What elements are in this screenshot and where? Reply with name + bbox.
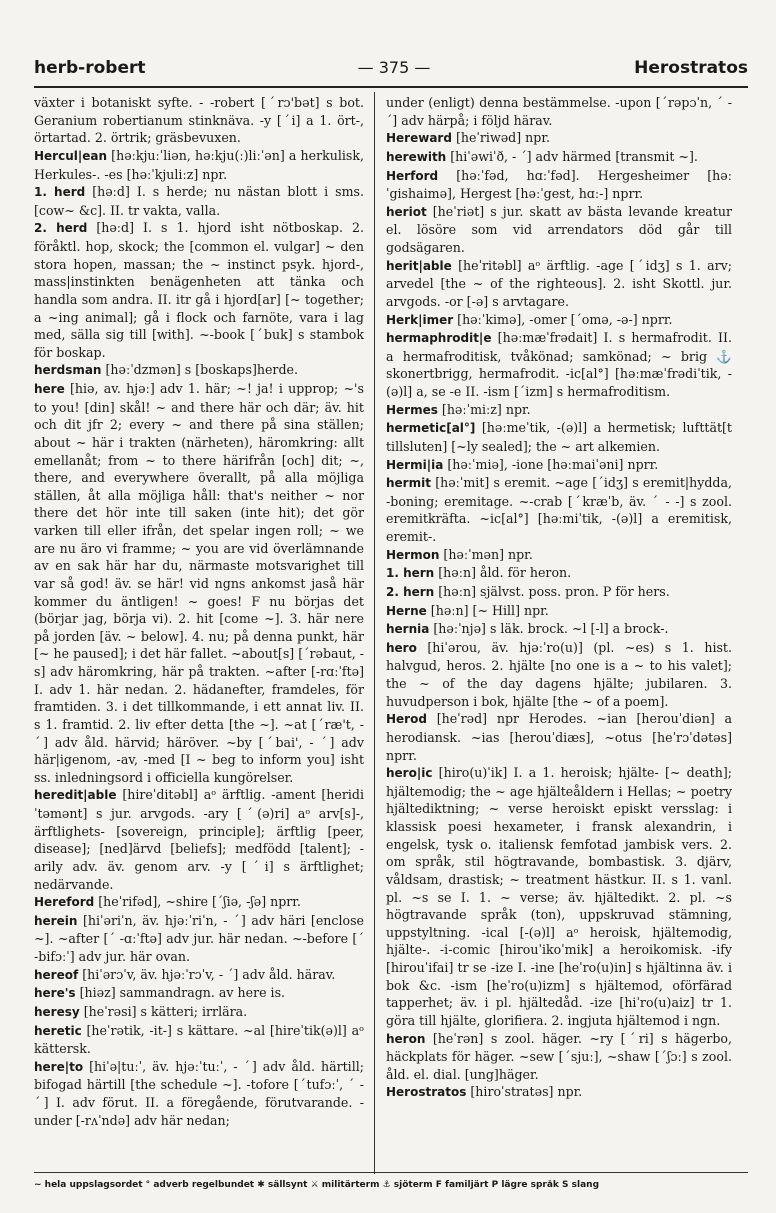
headword: hero bbox=[386, 640, 417, 655]
entry-definition: [hiəz] sammandragn. av here is. bbox=[79, 985, 286, 1001]
entry-definition: [hiro(u)ˈik] I. a 1. heroisk; hjälte- [~ death]; hjältemodig; the ~ age hjälteåldern i Hellas; ~ poetry hjältediktning; ~ verse heroiskt episkt versslag: i klassisk poesi hexameter, i fransk alexandrin, i engelsk, tysk o. italiensk femfotad jambisk vers. 2. om språk, stil högtravande, bombastisk. 3. djärv, våldsam, drastisk; ~ treatment hästkur. II. s 1. vanl. pl. ~s se I. 1. ~ verse; äv. hjältedikt. 2. pl. ~s högtravande språk (ton), uppskruvad stämning, uppstyltning. -ical [-(ə)l] aᵒ heroisk, hjältemodig, hjälte-. -i-comic [hirouˈikoˈmik] a heroikomisk. -ify [hirouˈifai] tr se -ize I. -ine [heˈro(u)in] s hjältinna äv. i bok &c. -ism [heˈro(u)izm] s hjältemod, oförfärad tapperhet; äv. i pl. hjältedåd. -ize [hiˈro(u)aiz] tr 1. göra till hjälte, glorifiera. 2. ingjuta hjältemod i ngn. bbox=[386, 765, 732, 1028]
entry-definition: [həːd] I. s 1. hjord isht nötboskap. 2. föråktl. hop, skock; the [common el. vulgar] ~ den stora hopen, massan; the ~ instinct psyk. hjord-, mass|instinkten benägenheten att tänka och handla som andra. II. itr gå i hjord[ar] [~ together; a ~ing animal]; gå i flock och farnöte, vara i lag med, sälla sig till [with]. ~-book [ˊbuk] s stambok för boskap. bbox=[34, 220, 364, 360]
headword: here bbox=[34, 382, 65, 396]
page-header bbox=[34, 58, 748, 84]
headword: Herford bbox=[386, 168, 439, 183]
headword: Hermes bbox=[386, 402, 438, 417]
dictionary-entry bbox=[386, 1030, 732, 1084]
headword: Herk|imer bbox=[386, 312, 454, 327]
entry-definition: [hiˈərɔˈv, äv. hjəːˈrɔˈv, - ˊ] adv åld. härav. bbox=[82, 966, 336, 982]
dictionary-entry bbox=[386, 583, 732, 602]
entry-definition: [həːˈmiːz] npr. bbox=[441, 401, 531, 417]
dictionary-entry bbox=[34, 1058, 364, 1130]
headword: heriot bbox=[386, 204, 427, 219]
headword: Hercul|ean bbox=[34, 148, 108, 163]
entry-definition: [hiˈə|tuːˈ, äv. hjəːˈtuːˈ, - ˊ] adv åld. härtill; bifogad härtill [the schedule ~]. -tofore [ˊtufɔːˈ, ˊ - ˊ] I. adv förut. II. a föregående, förutvarande. -under [-rʌˈndə] adv här nedan; bbox=[34, 1058, 364, 1128]
entry-definition: [heˈriət] s jur. skatt av bästa levande kreatur el. lösöre som vid arrendators död går till godsägaren. bbox=[386, 203, 732, 255]
entry-definition: [heˈrəsi] s kätteri; irrlära. bbox=[83, 1003, 248, 1019]
headword: heretic bbox=[34, 1023, 82, 1038]
dictionary-entry bbox=[386, 203, 732, 257]
dictionary-entry bbox=[34, 94, 364, 147]
headword: hermaphrodit|e bbox=[386, 331, 492, 346]
dictionary-entry bbox=[386, 94, 732, 129]
entry-definition: [hiˈərou, äv. hjəːˈro(u)] (pl. ~es) s 1. hist. halvgud, heros. 2. hjälte [no one is a ~ to his valet]; the ~ of the day dagens hjälte; jubilaren. 3. huvudperson i bok, hjälte [the ~ of a poem]. bbox=[386, 639, 732, 709]
page-number: — 375 — bbox=[357, 58, 431, 77]
headword: Herne bbox=[386, 603, 427, 618]
entry-definition: [hireˈditəbl] aᵒ ärftlig. -ament [heridiˈtəmənt] s jur. arvgods. -ary [ˊ(ə)ri] aᵒ arv[s]-, ärftlighets- [sovereign, principle]; ärftlig [peer, disease]; [ned]ärvd [beliefs]; medfödd [talent]; -arily adv. äv. genom arv. -y [ˊi] s ärftlighet; nedärvande. bbox=[34, 787, 364, 892]
dictionary-entry bbox=[34, 183, 364, 219]
entry-definition: [həːmæˈfrədait] I. s hermafrodit. II. a hermafroditisk, tvåkönad; samkönad; ~ brig ⚓ skonertbrigg, hermafrodit. -ic[al°] [həːmæˈfrədiˈtik, -(ə)l] a, se -e II. -ism [ˊizm] s hermafroditism. bbox=[386, 330, 732, 399]
headword: herein bbox=[34, 913, 78, 928]
entry-definition: [həːˈdzmən] s [boskaps]herde. bbox=[105, 362, 298, 378]
dictionary-entry bbox=[386, 620, 732, 639]
entry-definition: [həːˈkimə], -omer [ˊomə, -ə-] nprr. bbox=[457, 311, 673, 327]
column-divider bbox=[374, 92, 375, 1174]
entry-definition: [heˈrəd] npr Herodes. ~ian [herouˈdiən] a herodiansk. ~ias [herouˈdiæs], ~otus [heˈrɔˈdətəs] nprr. bbox=[386, 711, 732, 763]
dictionary-entry bbox=[386, 474, 732, 546]
header-first-word: herb-robert bbox=[34, 58, 146, 78]
dictionary-entry bbox=[386, 329, 732, 401]
dictionary-entry bbox=[386, 311, 732, 330]
entry-definition: [həːkjuːˈliən, həːkju(ː)liːˈən] a herkulisk, Herkules-. -es [həːˈkjuliːz] npr. bbox=[34, 147, 364, 182]
headword: heron bbox=[386, 1031, 426, 1046]
headword: Hermi|ia bbox=[386, 457, 444, 472]
dictionary-entry bbox=[386, 602, 732, 621]
headword: 1. herd bbox=[34, 185, 86, 200]
entry-definition: [həːn] [~ Hill] npr. bbox=[430, 602, 549, 618]
abbreviation-legend: ~ hela uppslagsordet ° adverb regelbundet ✱ sällsynt ⚔ militärterm ⚓ sjöterm F familjärt P lägre språk S slang bbox=[34, 1180, 600, 1190]
headword: Herostratos bbox=[386, 1085, 467, 1100]
header-last-word: Herostratos bbox=[634, 58, 748, 78]
dictionary-entry bbox=[386, 564, 732, 583]
entry-definition: [həːn] åld. för heron. bbox=[438, 565, 572, 581]
headword: herdsman bbox=[34, 363, 102, 378]
dictionary-entry bbox=[34, 984, 364, 1003]
entry-definition: [həːmeˈtik, -(ə)l] a hermetisk; lufttät[t tillsluten] [~ly sealed]; the ~ art alkemien. bbox=[386, 420, 732, 454]
entry-definition: [həːˈfəd, hɑːˈfəd]. Hergesheimer [həːˈgishaimə], Hergest [həːˈgest, hɑː-] nprr. bbox=[386, 167, 732, 202]
entry-definition: [həːˈmən] npr. bbox=[443, 546, 533, 562]
dictionary-entry bbox=[34, 893, 364, 912]
entry-definition: [hiˈəwiˈð, - ˊ] adv härmed [transmit ~]. bbox=[450, 148, 698, 164]
entry-definition: [heˈriwəd] npr. bbox=[455, 130, 550, 146]
dictionary-entry bbox=[34, 147, 364, 183]
dictionary-entry bbox=[386, 546, 732, 565]
entry-definition: växter i botaniskt syfte. - -robert [ˊrɔ'bət] s bot. Geranium robertianum stinknäva. -y [ˊi] a 1. ört-, örtartad. 2. örtrik; gräsbevuxen. bbox=[34, 95, 364, 146]
entry-definition: [heˈritəbl] aᵒ ärftlig. -age [ˊidʒ] s 1. arv; arvedel [the ~ of the righteous]. 2. isht Skottl. jur. arvgods. -or [-ə] s arvtagare. bbox=[386, 257, 732, 309]
headword: heredit|able bbox=[34, 788, 117, 803]
dictionary-entry bbox=[386, 419, 732, 455]
entry-definition: [həːn] självst. poss. pron. P för hers. bbox=[438, 583, 670, 599]
entry-definition: [heˈrən] s zool. häger. ~ry [ˊri] s hägerbo, häckplats för häger. ~sew [ˊsjuː], ~shaw [ˊʃɔː] s zool. åld. el. dial. [ung]häger. bbox=[386, 1030, 732, 1082]
headword: 2. hern bbox=[386, 584, 435, 599]
dictionary-entry bbox=[386, 710, 732, 764]
dictionary-entry bbox=[34, 1022, 364, 1058]
headword: Hereward bbox=[386, 131, 452, 146]
headword: Herod bbox=[386, 712, 427, 727]
headword: hermetic[al°] bbox=[386, 421, 476, 436]
left-column bbox=[34, 94, 364, 1166]
entry-definition: [həːˈmit] s eremit. ~age [ˊidʒ] s eremit|hydda, -boning; eremitage. ~-crab [ˊkræˈb, äv. ˊ - -] s zool. eremitkräfta. ~ic[al°] [həːmiˈtik, -(ə)l] a eremitisk, eremit-. bbox=[386, 475, 732, 544]
dictionary-entry bbox=[386, 167, 732, 203]
right-column bbox=[386, 94, 732, 1166]
headword: hereof bbox=[34, 967, 79, 982]
dictionary-entry bbox=[34, 1003, 364, 1022]
dictionary-entry bbox=[386, 257, 732, 311]
footer-rule bbox=[34, 1172, 748, 1173]
dictionary-entry bbox=[34, 912, 364, 966]
headword: hero|ic bbox=[386, 766, 433, 781]
dictionary-entry bbox=[34, 380, 364, 786]
entry-definition: [həːˈmiə], -ione [həːmaiˈəni] nprr. bbox=[447, 456, 659, 472]
entry-definition: under (enligt) denna bestämmelse. -upon [ˊrəpɔˈn, ˊ - ˊ] adv härpå; i följd härav. bbox=[386, 95, 732, 128]
dictionary-entry bbox=[386, 1083, 732, 1102]
headword: here|to bbox=[34, 1059, 84, 1074]
headword: 2. herd bbox=[34, 221, 88, 236]
dictionary-entry bbox=[386, 148, 732, 167]
headword: herit|able bbox=[386, 258, 452, 273]
headword: 1. hern bbox=[386, 566, 435, 581]
dictionary-entry bbox=[34, 361, 364, 380]
header-rule bbox=[34, 86, 748, 88]
entry-definition: [həːd] I. s herde; nu nästan blott i sms. [cow~ &c]. II. tr vakta, valla. bbox=[34, 184, 364, 218]
headword: hernia bbox=[386, 622, 430, 637]
headword: hermit bbox=[386, 476, 431, 491]
entry-definition: [heˈrifəd], ~shire [ˊʃiə, -ʃə] nprr. bbox=[98, 894, 301, 910]
dictionary-entry bbox=[386, 639, 732, 711]
dictionary-entry bbox=[34, 966, 364, 985]
dictionary-entry bbox=[386, 401, 732, 420]
dictionary-entry bbox=[34, 786, 364, 893]
entry-definition: [hiˈəriˈn, äv. hjəːˈriˈn, - ˊ] adv häri [enclose ~]. ~after [ˊ -ɑːˈftə] adv jur. här nedan. ~-before [ˊ -bifɔːˈ] adv jur. här ovan. bbox=[34, 912, 364, 964]
entry-definition: [hiroˈstratəs] npr. bbox=[470, 1084, 583, 1100]
dictionary-entry bbox=[386, 129, 732, 148]
dictionary-entry bbox=[34, 219, 364, 361]
entry-definition: [həːˈnjə] s läk. brock. ~l [-l] a brock-. bbox=[433, 621, 669, 637]
headword: Hermon bbox=[386, 547, 440, 562]
headword: here's bbox=[34, 986, 76, 1001]
entry-definition: [hiə, av. hjəː] adv 1. här; ~! ja! i upprop; ~'s to you! [din] skål! ~ and there här och där; äv. hit och dit jfr 2; every ~ and there på sina ställen; about ~ här i trakten (närheten), häromkring: allt emellanåt; from ~ to there härifrån [och] dit; ~, there, and everywhere överallt, på alla möjliga ställen, åt alla möjliga håll: that's neither ~ nor there det hör inte till saken (inte hit); det gör varken till eller ifrån, det spelar ingen roll; ~ we are nu äro vi framme; ~ you are vid överlämnande av en sak här har du, närmaste motsvarighet till var så god! äv. se här! vid ngns ankomst jaså här kommer du äntligen! ~ goes! F nu börjas det (börjar jag, börja vi). 2. hit [come ~]. 3. här nere på jorden [äv. ~ below]. 4. nu; på denna punkt, här [~ he paused]; i det här fallet. ~about[s] [ˊrəbaut, -s] adv häromkring, här på trakten. ~after [-rɑːˈftə] I. adv 1. här nedan. 2. hädanefter, framdeles, för framtiden. 3. i det tillkommande, i ett annat liv. II. s 1. framtid. 2. liv efter detta [the ~]. ~at [ˊræ't, - ˊ] adv åld. härvid; häröver. ~by [ˊbai', - ˊ] adv här|igenom, -av, -med [I ~ beg to inform you] isht ss. inledningsord i officiella kungörelser. bbox=[34, 381, 364, 785]
entry-definition: [heˈrətik, -it-] s kättare. ~al [hireˈtik(ə)l] aᵒ kättersk. bbox=[34, 1022, 364, 1057]
headword: heresy bbox=[34, 1004, 80, 1019]
dictionary-entry bbox=[386, 456, 732, 475]
dictionary-entry bbox=[386, 764, 732, 1029]
headword: Hereford bbox=[34, 895, 95, 910]
headword: herewith bbox=[386, 149, 447, 164]
